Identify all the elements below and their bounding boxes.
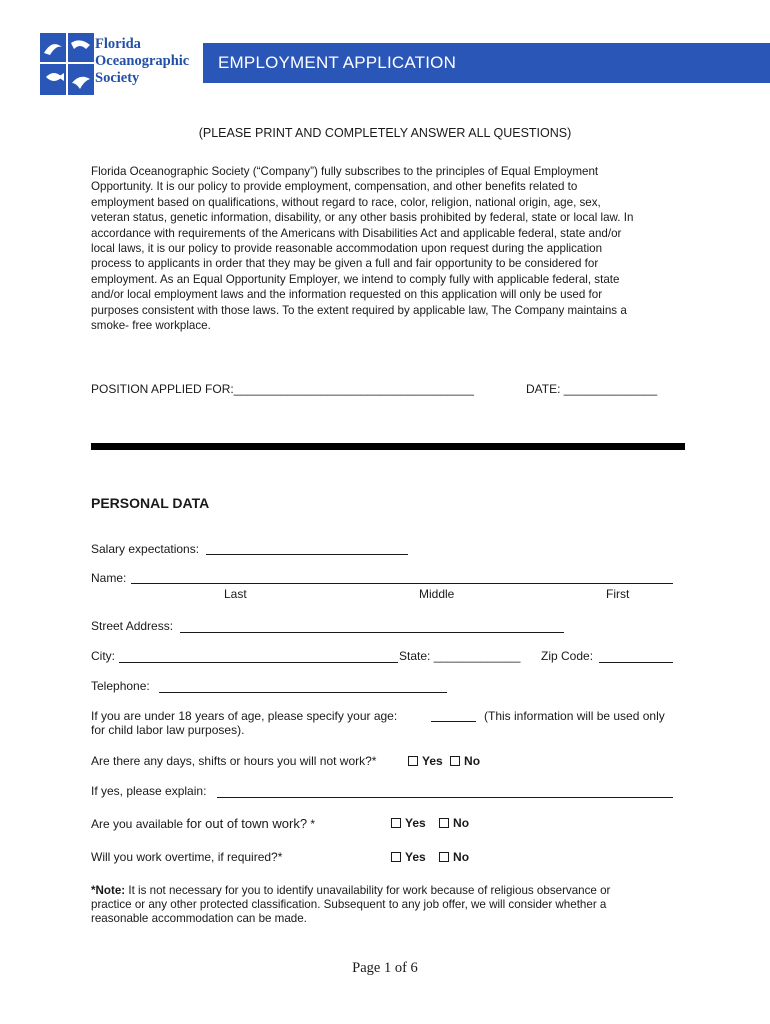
overtime-no-label: No [453,850,470,864]
city-input-line[interactable] [119,649,398,663]
age-note-continued: for child labor law purposes). [91,723,245,737]
age-note: (This information will be used only [484,709,665,723]
eeo-line: employment. As an Equal Opportunity Employer, we intend to comply fully with applicable federal, state [91,272,620,286]
city-label: City: [91,649,115,663]
note-label: *Note: [91,884,126,897]
checkbox-town-yes[interactable] [391,818,401,828]
name-input-line[interactable] [131,571,673,584]
overtime-yes-label: Yes [405,850,426,864]
state-field[interactable] [399,649,520,663]
position-blank[interactable]: ____________________________________ [233,382,474,396]
section-divider [91,443,685,450]
telephone-label: Telephone: [91,679,150,693]
overtime-options [391,850,469,864]
eeo-line: purposes consistent with those laws. To the extent required by applicable law, The Company maintains a [91,303,627,317]
page-number: Page 1 of 6 [352,960,418,976]
society-logo-icon [40,33,94,95]
telephone-input-line[interactable] [159,679,447,693]
town-no-label: No [453,816,470,830]
age-input-line[interactable] [431,709,476,722]
date-blank[interactable]: ______________ [563,382,658,396]
checkbox-days-yes[interactable] [408,756,418,766]
name-label: Name: [91,571,127,585]
position-label: POSITION APPLIED FOR: [91,382,234,396]
zip-label: Zip Code: [541,649,594,663]
days-question: Are there any days, shifts or hours you will not work?* [91,754,377,768]
overtime-question: Will you work overtime, if required?* [91,850,283,864]
eeo-statement [91,164,687,333]
eeo-line: smoke- free workplace. [91,319,211,333]
instructions: (PLEASE PRINT AND COMPLETELY ANSWER ALL QUESTIONS) [198,126,572,140]
days-no-label: No [464,754,481,768]
name-first-caption: First [606,587,630,601]
salary-input-line[interactable] [206,542,408,555]
age-question: If you are under 18 years of age, please specify your age: [91,709,398,723]
checkbox-overtime-no[interactable] [439,852,449,862]
state-blank[interactable]: _____________ [433,649,521,663]
note-paragraph: *Note: It is not necessary for you to identify unavailability for work because of religious observance or practice or any other protected classification. Subsequent to any job offer, we will consider whether a reasonable accommodation can be made. [91,884,611,926]
section-title-personal-data: PERSONAL DATA [91,495,210,511]
state-label: State: [399,649,431,663]
checkbox-overtime-yes[interactable] [391,852,401,862]
name-last-caption: Last [224,587,247,601]
name-middle-caption: Middle [419,587,455,601]
eeo-line: accordance with requirements of the Americans with Disabilities Act and applicable federal, state and/or [91,226,622,240]
days-options [408,754,480,768]
eeo-line: veteran status, genetic information, disability, or any other basis prohibited by federal, state or local law. In [91,211,634,225]
explain-label: If yes, please explain: [91,784,207,798]
logo-text: Florida Oceanographic Society [95,36,190,86]
page-title: EMPLOYMENT APPLICATION [218,53,457,72]
date-label: DATE: [526,382,561,396]
town-options [391,816,469,830]
eeo-line: Florida Oceanographic Society (“Company”) fully subscribes to the principles of Equal Employment [91,165,599,178]
zip-input-line[interactable] [599,649,673,663]
eeo-line: and/or local employment laws and the information requested on this application will only be used for [91,288,603,302]
eeo-line: local laws, it is our policy to provide reasonable accommodation upon request during the application [91,242,603,256]
explain-input-line[interactable] [217,784,673,798]
eeo-line: process to applicants in order that they may be given a full and fair opportunity to be considered for [91,257,599,271]
street-input-line[interactable] [180,619,564,633]
salary-label: Salary expectations: [91,542,200,556]
street-label: Street Address: [91,619,174,633]
days-yes-label: Yes [422,754,443,768]
eeo-line: Opportunity. It is our policy to provide employment, compensation, and other benefits related to [91,180,578,194]
position-field[interactable] [91,382,474,396]
checkbox-town-no[interactable] [439,818,449,828]
town-question: Are you available for out of town work? * [91,816,316,831]
town-yes-label: Yes [405,816,426,830]
eeo-line: employment based on qualifications, without regard to race, color, religion, national origin, age, sex, [91,195,601,209]
date-field[interactable] [526,382,657,396]
checkbox-days-no[interactable] [450,756,460,766]
